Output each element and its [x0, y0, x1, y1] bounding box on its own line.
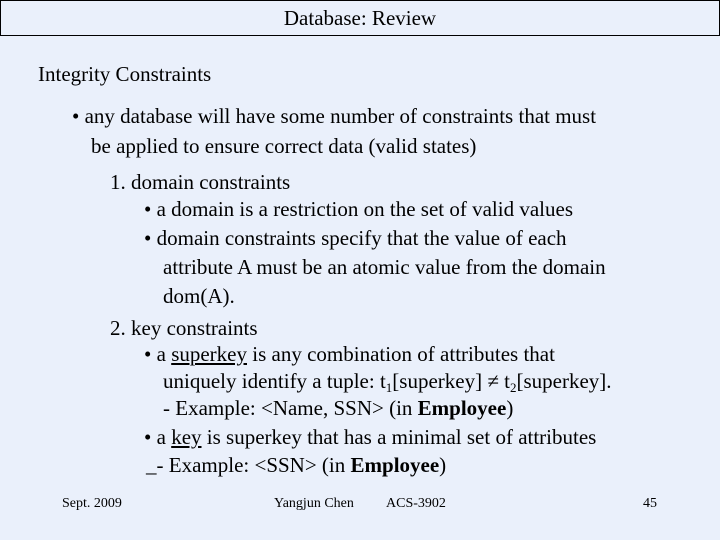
superkey-bracket-2: [superkey].: [516, 369, 612, 393]
bullet-icon: •: [144, 425, 152, 449]
example-1-post: ): [506, 396, 514, 420]
footer-course: ACS-3902: [386, 496, 446, 511]
footer-author: Yangjun Chen: [274, 496, 354, 511]
t2-text: t: [498, 369, 510, 393]
section-heading: Integrity Constraints: [38, 62, 212, 86]
intro-text-1: any database will have some number of constraints that must: [84, 104, 597, 128]
superkey-term: superkey: [171, 342, 247, 366]
domain-constraints-title: 1. domain constraints: [110, 170, 291, 194]
domain-item-1-text: a domain is a restriction on the set of valid values: [156, 197, 573, 221]
example-2-marker: _: [146, 453, 157, 477]
domain-item-2-line2: attribute A must be an atomic value from the domain: [163, 255, 606, 279]
key-item-2-post: is superkey that has a minimal set of attributes: [201, 425, 597, 449]
dash-icon: -: [163, 396, 170, 420]
bullet-icon: •: [144, 342, 152, 366]
intro-bullet-line1: [72, 104, 596, 129]
bullet-icon: •: [72, 104, 80, 128]
key-item-1: [144, 342, 555, 367]
key-term: key: [171, 425, 202, 449]
example-2-relation: Employee: [350, 453, 440, 477]
key-item-2-pre: a: [156, 425, 172, 449]
key-item-1-pre: a: [156, 342, 172, 366]
bullet-icon: •: [144, 197, 152, 221]
subscript-2: 2: [509, 380, 517, 395]
example-1-relation: Employee: [417, 396, 507, 420]
domain-item-2: [144, 226, 567, 251]
example-2: [146, 453, 446, 478]
slide-title-bar: [0, 0, 720, 36]
domain-item-1: [144, 197, 573, 222]
subscript-1: 1: [385, 380, 393, 395]
example-1: [163, 396, 513, 421]
bullet-icon: •: [144, 226, 152, 250]
example-2-post: ): [439, 453, 447, 477]
domain-item-2-line3: dom(A).: [163, 284, 235, 308]
tuple-text: uniquely identify a tuple: t: [163, 369, 386, 393]
example-2-pre: Example: <SSN> (in: [168, 453, 351, 477]
example-1-pre: Example: <Name, SSN> (in: [175, 396, 418, 420]
slide-title: Database: Review: [283, 5, 437, 30]
key-item-2: [144, 425, 596, 450]
footer-page-number: 45: [643, 496, 657, 511]
superkey-bracket-1: [superkey]: [392, 369, 488, 393]
domain-item-2-text-1: domain constraints specify that the value of each: [156, 226, 567, 250]
key-item-1-post: is any combination of attributes that: [247, 342, 555, 366]
intro-bullet-line2: be applied to ensure correct data (valid states): [91, 134, 477, 158]
footer-date: Sept. 2009: [62, 496, 122, 511]
key-constraints-title: 2. key constraints: [110, 316, 258, 340]
dash-icon: -: [156, 453, 164, 477]
not-equal-icon: ≠: [487, 369, 499, 393]
key-item-1-line2: [163, 369, 612, 394]
